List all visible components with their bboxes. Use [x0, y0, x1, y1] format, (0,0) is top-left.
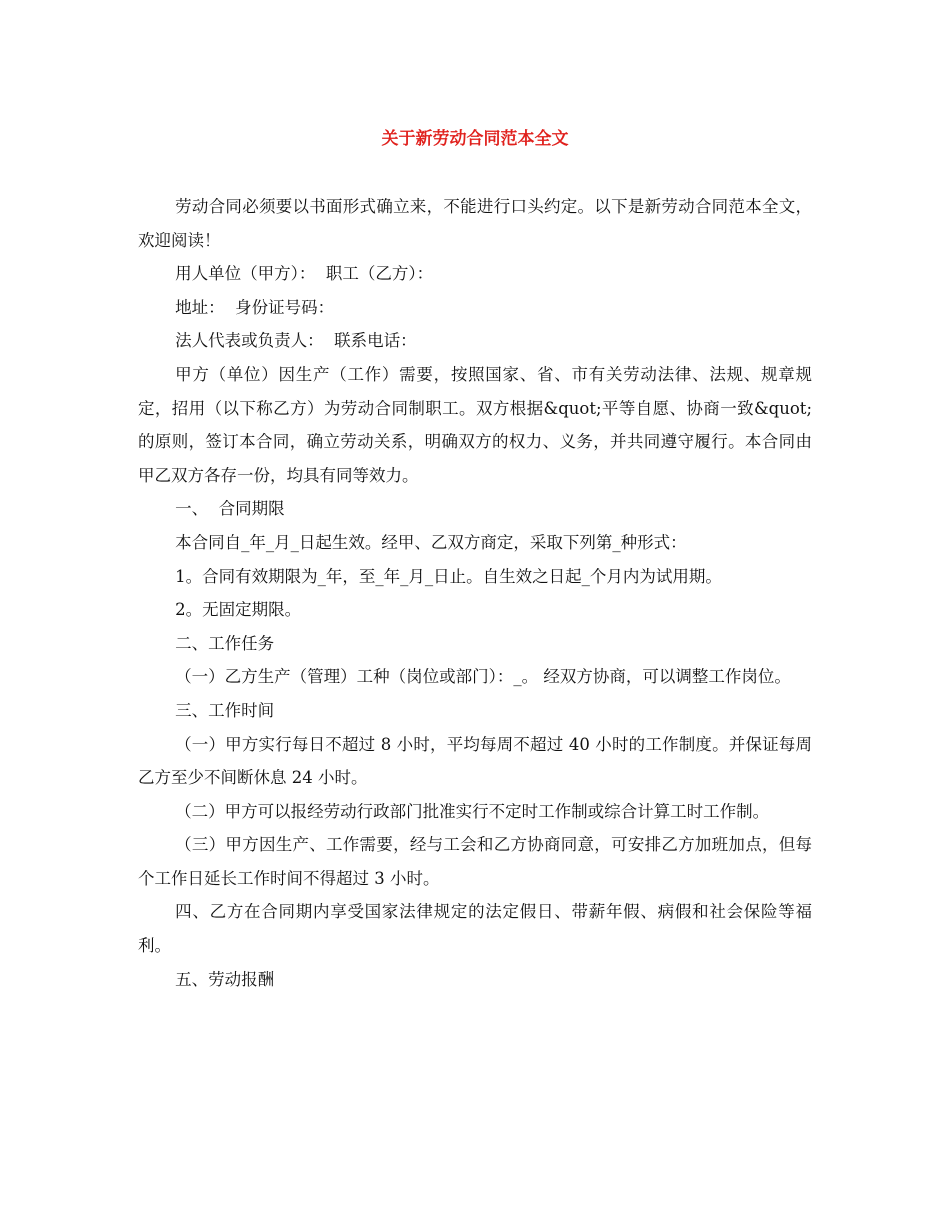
document-title: 关于新劳动合同范本全文 [381, 129, 569, 149]
paragraph-term-option-1: 1。合同有效期限为_年，至_年_月_日止。自生效之日起_个月内为试用期。 [175, 566, 722, 586]
paragraph-address-id: 地址： 身份证号码： [175, 297, 335, 317]
paragraph-term-effective: 本合同自_年_月_日起生效。经甲、乙双方商定，采取下列第_种形式： [175, 532, 687, 552]
paragraph-work-hours-3: （三）甲方因生产、工作需要，经与工会和乙方协商同意，可安排乙方加班加点，但每个工作日延长工作时间不得超过 3 小时。 [138, 835, 812, 888]
section-heading-term: 一、 合同期限 [175, 499, 285, 519]
paragraph-intro: 劳动合同必须要以书面形式确立来，不能进行口头约定。以下是新劳动合同范本全文，欢迎阅读！ [138, 197, 812, 250]
paragraph-work-hours-2: （二）甲方可以报经劳动行政部门批准实行不定时工作制或综合计算工时工作制。 [175, 801, 770, 821]
paragraph-work-hours-1: （一）甲方实行每日不超过 8 小时，平均每周不超过 40 小时的工作制度。并保证每周乙方至少不间断休息 24 小时。 [138, 734, 812, 788]
paragraph-representative-phone: 法人代表或负责人： 联系电话： [175, 331, 417, 351]
document-body [138, 190, 812, 996]
paragraph-term-option-2: 2。无固定期限。 [175, 600, 302, 620]
section-heading-work-hours: 三、工作时间 [175, 700, 275, 720]
paragraph-benefits: 四、乙方在合同期内享受国家法律规定的法定假日、带薪年假、病假和社会保险等福利。 [138, 902, 812, 956]
section-heading-remuneration: 五、劳动报酬 [175, 969, 275, 989]
paragraph-preamble: 甲方（单位）因生产（工作）需要，按照国家、省、市有关劳动法律、法规、规章规定，招用（以下称乙方）为劳动合同制职工。双方根据&quot;平等自愿、协商一致&quot;的原则，签订本合同，确立劳动关系，明确双方的权力、义务，并共同遵守履行。本合同由甲乙双方各存一份，均具有同等效力。 [138, 364, 812, 485]
paragraph-employer-employee: 用人单位（甲方）： 职工（乙方）： [175, 264, 434, 284]
section-heading-work-task: 二、工作任务 [175, 633, 275, 653]
paragraph-work-task-1: （一）乙方生产（管理）工种（岗位或部门）：_。 经双方协商，可以调整工作岗位。 [175, 667, 791, 687]
